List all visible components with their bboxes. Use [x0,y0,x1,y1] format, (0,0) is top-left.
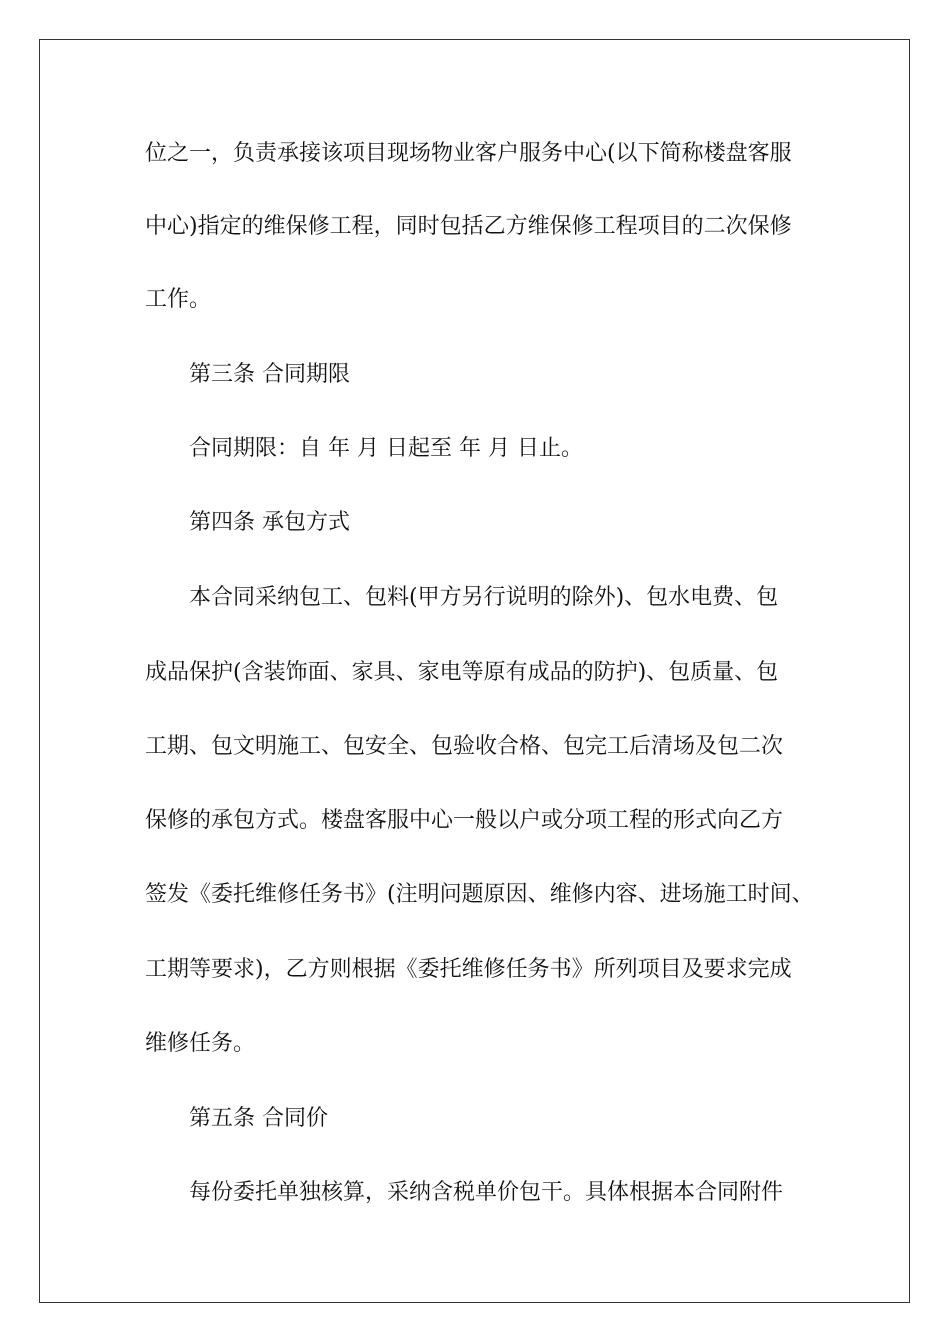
paragraph-line-8: 成品保护(含装饰面、家具、家电等原有成品的防护)、包质量、包 [145,660,779,685]
paragraph-line-15: 每份委托单独核算，采纳含税单价包干。具体根据本合同附件 [189,1180,784,1205]
paragraph-line-7: 本合同采纳包工、包料(甲方另行说明的除外)、包水电费、包 [189,585,779,610]
section-heading-article-5: 第五条 合同价 [189,1106,328,1131]
section-heading-article-3: 第三条 合同期限 [189,362,350,387]
paragraph-line-11: 签发《委托维修任务书》(注明问题原因、维修内容、进场施工时间、 [145,882,814,907]
paragraph-line-3: 工作。 [145,287,212,312]
paragraph-line-1: 位之一，负责承接该项目现场物业客户服务中心(以下简称楼盘客服 [145,141,792,166]
paragraph-line-12: 工期等要求)，乙方则根据《委托维修任务书》所列项目及要求完成 [145,957,792,982]
paragraph-line-2: 中心)指定的维保修工程，同时包括乙方维保修工程项目的二次保修 [145,214,792,239]
paragraph-line-13: 维修任务。 [145,1031,256,1056]
paragraph-line-9: 工期、包文明施工、包安全、包验收合格、包完工后清场及包二次 [145,734,784,759]
contract-term-line: 合同期限：自 年 月 日起至 年 月 日止。 [189,436,583,461]
section-heading-article-4: 第四条 承包方式 [189,510,350,535]
paragraph-line-10: 保修的承包方式。楼盘客服中心一般以户或分项工程的形式向乙方 [145,808,784,833]
